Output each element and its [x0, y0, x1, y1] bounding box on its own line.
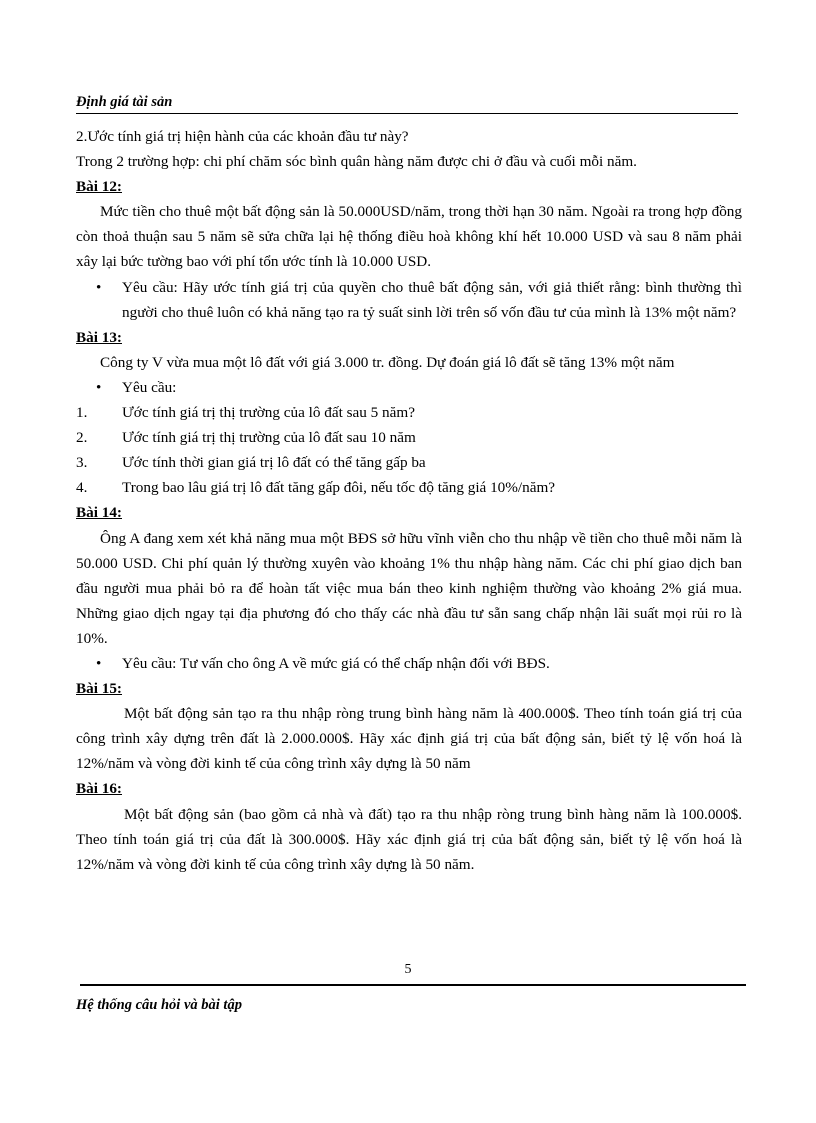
item-number: 2. [76, 429, 88, 447]
page-footer: Hệ thống câu hỏi và bài tập [76, 997, 242, 1013]
intro-line-2: Trong 2 trường hợp: chi phí chăm sóc bình quân hàng năm được chi ở đầu và cuối mỗi năm. [76, 153, 637, 171]
exercise-12-title: Bài 12: [76, 178, 122, 196]
footer-divider [80, 984, 746, 986]
bullet-icon: • [96, 654, 102, 672]
item-text: Ước tính thời gian giá trị lô đất có thể tăng gấp ba [122, 454, 426, 472]
item-text: Trong bao lâu giá trị lô đất tăng gấp đôi, nếu tốc độ tăng giá 10%/năm? [122, 479, 556, 497]
exercise-15-title: Bài 15: [76, 680, 122, 698]
exercise-16-title: Bài 16: [76, 780, 122, 798]
exercise-12-requirement-text: Yêu cầu: Hãy ước tính giá trị của quyền cho thuê bất động sản, với giả thiết rằng: bình thường thì người cho thuê luôn có khả năng tạo ra tỷ suất sinh lời trên số vốn đầu tư của mình là 13% một năm? [122, 278, 742, 321]
exercise-12-body: Mức tiền cho thuê một bất động sản là 50.000USD/năm, trong thời hạn 30 năm. Ngoài ra trong hợp đồng còn thoả thuận sau 5 năm sẽ sửa chữa lại hệ thống điều hoà không khí hết 10.000 USD và sau 8 năm phải xây lại bức tường bao với phí tổn ước tính là 10.000 USD. [76, 203, 742, 271]
exercise-14-requirement [76, 651, 742, 676]
bullet-icon: • [96, 378, 102, 396]
item-number: 1. [76, 404, 88, 422]
exercise-13-item [76, 400, 742, 425]
page-number: 5 [404, 962, 412, 977]
exercise-14-body: Ông A đang xem xét khả năng mua một BĐS sở hữu vĩnh viễn cho thu nhập về tiền cho thuê mỗi năm là 50.000 USD. Chi phí quản lý thường xuyên vào khoảng 1% thu nhập hàng năm. Các chi phí giao dịch ban đầu người mua phải bỏ ra để hoàn tất việc mua bán theo kinh nghiệm thường vào khoảng 2% giá mua. Những giao dịch ngay tại địa phương đó cho thấy các nhà đầu tư sẵn sang chấp nhận lãi suất mọi rủi ro là 10%. [76, 529, 742, 647]
item-number: 4. [76, 479, 88, 497]
bullet-icon: • [96, 278, 102, 296]
exercise-12-requirement [76, 275, 742, 325]
exercise-14-requirement-text: Yêu cầu: Tư vấn cho ông A về mức giá có thể chấp nhận đối với BĐS. [122, 654, 550, 672]
exercise-16-body: Một bất động sản (bao gồm cả nhà và đất) tạo ra thu nhập ròng trung bình hàng năm là 100.000$. Theo tính toán giá trị của đất là 300.000$. Hãy xác định giá trị của bất động sản, biết tỷ lệ vốn hoá là 12%/năm và vòng đời kinh tế của công trình xây dựng là 50 năm. [76, 805, 742, 873]
exercise-13-requirement-text: Yêu cầu: [122, 378, 177, 396]
item-text: Ước tính giá trị thị trường của lô đất sau 5 năm? [122, 404, 415, 422]
exercise-13-requirement [76, 375, 742, 400]
exercise-13-item [76, 475, 742, 500]
exercise-13-item [76, 425, 742, 450]
intro-line-1: 2.Ước tính giá trị hiện hành của các khoản đầu tư này? [76, 128, 409, 145]
exercise-13-body: Công ty V vừa mua một lô đất với giá 3.000 tr. đồng. Dự đoán giá lô đất sẽ tăng 13% một năm [100, 353, 675, 371]
document-body [76, 124, 742, 877]
exercise-15-body: Một bất động sản tạo ra thu nhập ròng trung bình hàng năm là 400.000$. Theo tính toán giá trị của công trình xây dựng trên đất là 2.000.000$. Hãy xác định giá trị của bất động sản, biết tỷ lệ vốn hoá là 12%/năm và vòng đời kinh tế của công trình xây dựng là 50 năm [76, 705, 742, 773]
exercise-14-title: Bài 14: [76, 504, 122, 522]
item-text: Ước tính giá trị thị trường của lô đất sau 10 năm [122, 429, 416, 447]
item-number: 3. [76, 454, 88, 472]
page-header: Định giá tài sản [76, 94, 738, 114]
exercise-13-item [76, 450, 742, 475]
exercise-13-title: Bài 13: [76, 328, 122, 346]
